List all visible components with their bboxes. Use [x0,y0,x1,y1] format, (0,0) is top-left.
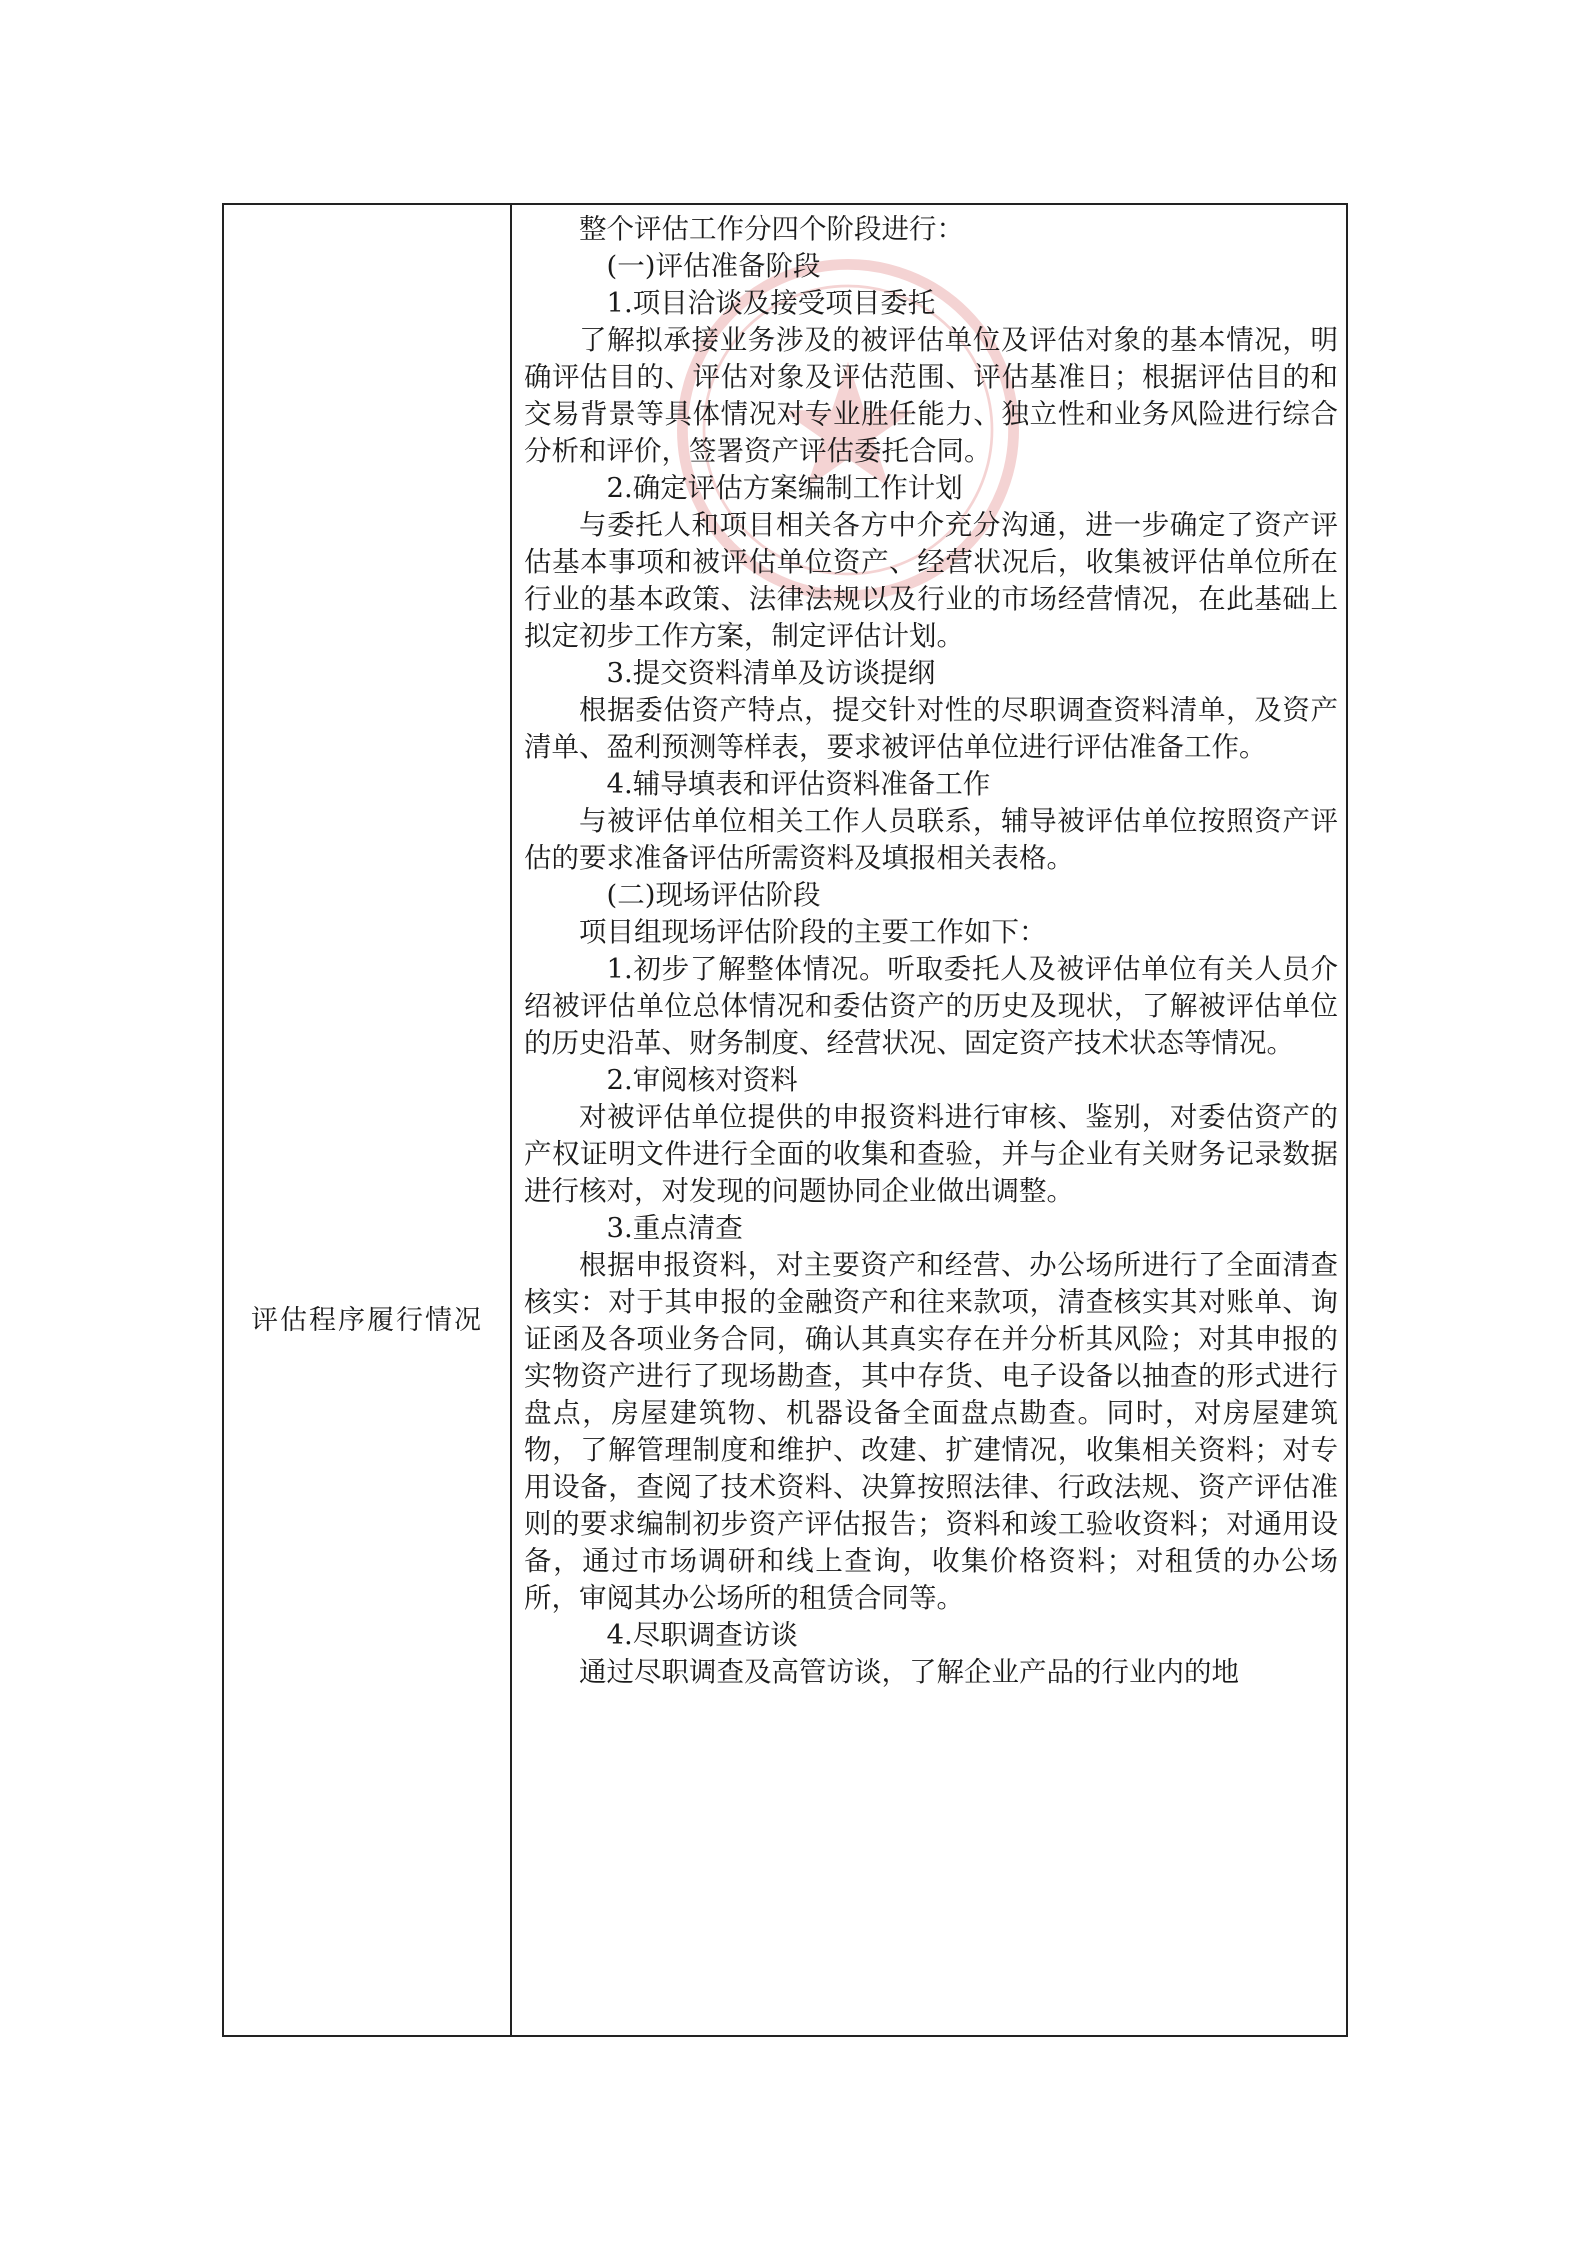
section-heading: 1.初步了解整体情况。听取委托人及被评估单位有关人员介绍被评估单位总体情况和委估资产的历史及现状，了解被评估单位的历史沿革、财务制度、经营状况、固定资产技术状态等情况。 [524,953,1338,1059]
section-heading: 4.辅导填表和评估资料准备工作 [606,768,991,800]
paragraph: 了解拟承接业务涉及的被评估单位及评估对象的基本情况，明确评估目的、评估对象及评估范围、评估基准日；根据评估目的和交易背景等具体情况对专业胜任能力、独立性和业务风险进行综合分析和评价，签署资产评估委托合同。 [524,324,1338,467]
paragraph: 通过尽职调查及高管访谈，了解企业产品的行业内的地 [579,1656,1239,1688]
paragraph: 项目组现场评估阶段的主要工作如下： [579,916,1047,948]
row-header-label: 评估程序履行情况 [251,1305,483,1336]
evaluation-table [222,203,1348,2037]
procedure-description-cell [524,211,1338,1691]
intro-paragraph: 整个评估工作分四个阶段进行： [579,213,964,245]
section-heading: (一)评估准备阶段 [606,250,821,282]
paragraph: 与被评估单位相关工作人员联系，辅导被评估单位按照资产评估的要求准备评估所需资料及填报相关表格。 [524,805,1338,874]
section-heading: (二)现场评估阶段 [606,879,821,911]
paragraph: 根据委估资产特点，提交针对性的尽职调查资料清单，及资产清单、盈利预测等样表，要求被评估单位进行评估准备工作。 [524,694,1338,763]
paragraph: 根据申报资料，对主要资产和经营、办公场所进行了全面清查核实：对于其申报的金融资产和往来款项，清查核实其对账单、询证函及各项业务合同，确认其真实存在并分析其风险；对其申报的实物资产进行了现场勘查，其中存货、电子设备以抽查的形式进行盘点，房屋建筑物、机器设备全面盘点勘查。同时，对房屋建筑物，了解管理制度和维护、改建、扩建情况，收集相关资料；对专用设备，查阅了技术资料、决算按照法律、行政法规、资产评估准则的要求编制初步资产评估报告；资料和竣工验收资料；对通用设备，通过市场调研和线上查询，收集价格资料；对租赁的办公场所，审阅其办公场所的租赁合同等。 [524,1249,1338,1614]
section-heading: 2.审阅核对资料 [606,1064,798,1096]
section-heading: 2.确定评估方案编制工作计划 [606,472,963,504]
paragraph: 对被评估单位提供的申报资料进行审核、鉴别，对委估资产的产权证明文件进行全面的收集和查验，并与企业有关财务记录数据进行核对，对发现的问题协同企业做出调整。 [524,1101,1338,1207]
section-heading: 1.项目洽谈及接受项目委托 [606,287,936,319]
section-heading: 3.提交资料清单及访谈提纲 [606,657,936,689]
paragraph: 与委托人和项目相关各方中介充分沟通，进一步确定了资产评估基本事项和被评估单位资产、经营状况后，收集被评估单位所在行业的基本政策、法律法规以及行业的市场经营情况，在此基础上拟定初步工作方案，制定评估计划。 [524,509,1338,652]
section-heading: 3.重点清查 [606,1212,743,1244]
section-heading: 4.尽职调查访谈 [606,1619,798,1651]
column-divider [510,205,512,2035]
